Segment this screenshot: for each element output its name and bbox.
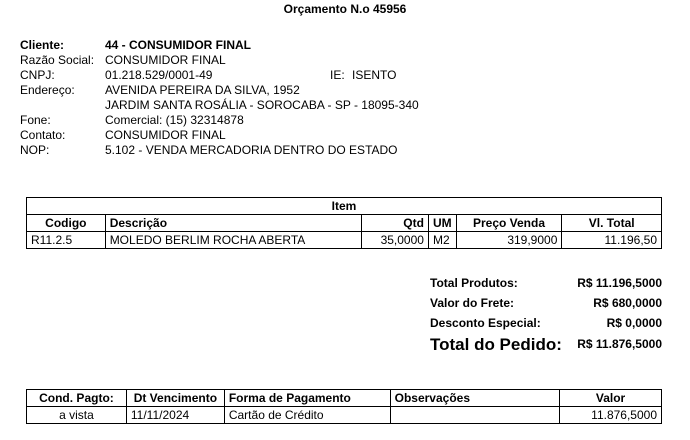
payment-condition: a vista <box>27 407 127 424</box>
column-header: Qtd <box>362 215 429 232</box>
freight-label: Valor do Frete: <box>430 296 515 310</box>
cnpj-value <box>105 68 397 83</box>
razao-value: CONSUMIDOR FINAL <box>105 53 226 67</box>
column-header: Codigo <box>27 215 106 232</box>
column-header: Dt Vencimento <box>126 390 224 407</box>
contact-value: CONSUMIDOR FINAL <box>105 128 226 142</box>
items-column-headers <box>27 215 662 232</box>
total-products-value: R$ 11.196,5000 <box>577 276 662 290</box>
payment-method: Cartão de Crédito <box>224 407 390 424</box>
item-quantity: 35,0000 <box>362 232 429 249</box>
items-table <box>26 197 662 249</box>
razao-label: Razão Social: <box>20 53 95 67</box>
column-header: Preço Venda <box>456 215 562 232</box>
column-header: Cond. Pagto: <box>27 390 127 407</box>
address-line-2: JARDIM SANTA ROSÁLIA - SOROCABA - SP - 18095-340 <box>105 98 419 112</box>
discount-value: R$ 0,0000 <box>606 316 662 330</box>
ie-label: IE: <box>330 68 345 82</box>
table-row <box>27 407 662 424</box>
column-header: UM <box>428 215 456 232</box>
client-label: Cliente: <box>20 38 65 52</box>
totals-block <box>430 276 662 360</box>
document-title: Orçamento N.o 45956 <box>283 2 407 16</box>
column-header: Observações <box>390 390 559 407</box>
nop-label: NOP: <box>20 143 50 157</box>
client-value: 44 - CONSUMIDOR FINAL <box>105 38 252 52</box>
column-header: Forma de Pagamento <box>224 390 390 407</box>
item-price: 319,9000 <box>456 232 562 249</box>
payment-due-date: 11/11/2024 <box>126 407 224 424</box>
payment-column-headers <box>27 390 662 407</box>
column-header: Valor <box>560 390 662 407</box>
order-total-value: R$ 11.876,5000 <box>577 337 662 351</box>
order-total-label: Total do Pedido: <box>430 335 562 354</box>
total-products-label: Total Produtos: <box>430 276 518 290</box>
column-header: Vl. Total <box>562 215 662 232</box>
payment-amount: 11.876,5000 <box>560 407 662 424</box>
items-table-header: Item <box>27 198 662 215</box>
address-label: Endereço: <box>20 83 75 97</box>
discount-row <box>430 316 662 336</box>
phone-value: Comercial: (15) 32314878 <box>105 113 244 127</box>
address-line-1: AVENIDA PEREIRA DA SILVA, 1952 <box>105 83 300 97</box>
table-row <box>27 232 662 249</box>
ie-value: ISENTO <box>352 68 397 82</box>
contact-label: Contato: <box>20 128 66 142</box>
column-header: Descrição <box>105 215 361 232</box>
payment-notes <box>390 407 559 424</box>
total-products-row <box>430 276 662 296</box>
cnpj-label: CNPJ: <box>20 68 55 82</box>
order-total-row <box>430 336 662 360</box>
discount-label: Desconto Especial: <box>430 316 541 330</box>
nop-value: 5.102 - VENDA MERCADORIA DENTRO DO ESTADO <box>105 143 398 157</box>
freight-value: R$ 680,0000 <box>593 296 662 310</box>
freight-row <box>430 296 662 316</box>
phone-label: Fone: <box>20 113 51 127</box>
payment-table <box>26 389 662 424</box>
item-description: MOLEDO BERLIM ROCHA ABERTA <box>105 232 361 249</box>
cnpj-number: 01.218.529/0001-49 <box>105 68 213 82</box>
item-unit: M2 <box>428 232 456 249</box>
item-code: R11.2.5 <box>27 232 106 249</box>
item-total: 11.196,50 <box>562 232 662 249</box>
